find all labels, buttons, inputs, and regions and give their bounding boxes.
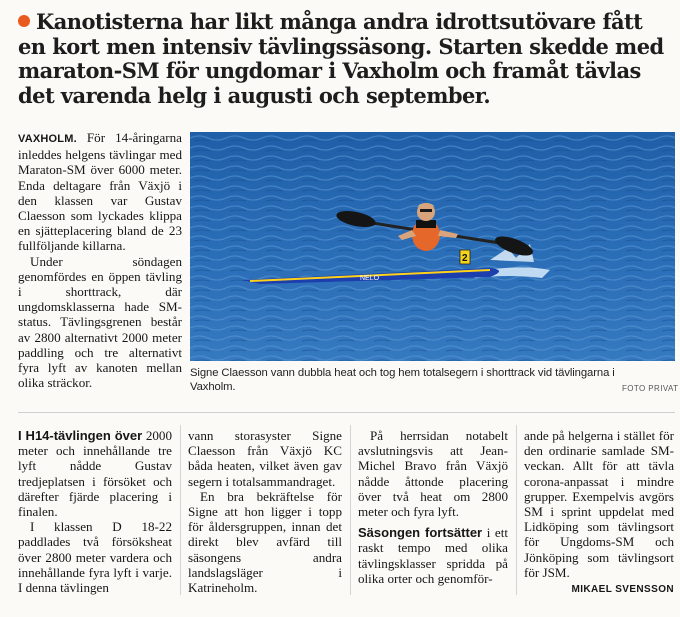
column-divider xyxy=(350,425,351,595)
column-divider xyxy=(180,425,181,595)
bottom-column-4 xyxy=(524,428,674,597)
dateline: VAXHOLM. xyxy=(18,133,77,145)
race-number: 2 xyxy=(462,253,468,264)
bottom-column-3 xyxy=(358,428,508,586)
d18-paragraph: I klassen D 18-22 paddlades två försöksheat över 2800 meter vardera och innehållande fyra lyft i varje. I denna tävlingen xyxy=(18,519,172,596)
headline-text: Kanotisterna har likt många andra idrottsutövare fått en kort men intensiv tävlingssäsong. Starten skedde med maraton-SM för ungdomar i Vaxholm och framåt tävlas det varenda helg i augusti och september. xyxy=(18,9,664,108)
season-paragraph xyxy=(358,525,508,586)
headline xyxy=(18,10,670,108)
bottom-column-1 xyxy=(18,428,172,595)
byline: MIKAEL SVENSSON xyxy=(571,584,674,596)
column-divider xyxy=(516,425,517,595)
intro-paragraph xyxy=(18,130,182,254)
kayak-brand: NELO xyxy=(360,275,380,282)
signe-confirmation-paragraph: En bra bekräftelse för Signe att hon ligger i topp för åldersgruppen, innan det direkt blev avfärd till säsongens andra landslagsläger i Katrineholm. xyxy=(188,488,342,596)
photo-caption: Signe Claesson vann dubbla heat och tog hem totalsegern i shorttrack vid tävlingarna i Vaxholm. xyxy=(190,367,615,393)
season-subhead: Säsongen fortsätter xyxy=(358,525,483,541)
season-text: i ett raskt tempo med olika tävlingsklasser spridda på olika orter och genomför- xyxy=(358,525,508,586)
season-continued-paragraph: ande på helgerna i stället för den ordinarie samlade SM-veckan. Allt för att tävla corona-anpassat i mindre grupper. Exempelvis avgörs SM i sprint uppdelat med Lidköping som tävlingsort för Ungdoms-SM och Jönköping som tävlingsort för JSM. xyxy=(524,428,674,580)
photo-credit: FOTO PRIVAT xyxy=(622,384,679,393)
orange-dot-icon xyxy=(18,15,30,27)
kayak-photo xyxy=(190,132,675,361)
h14-text: 2000 meter och innehållande tre lyft nådde Gustav tredjeplatsen i försöket och därefter fjärde placering i finalen. xyxy=(18,428,172,520)
section-divider xyxy=(18,412,675,413)
intro-text: För 14-åringarna inleddes helgens tävlingar med Maraton-SM över 6000 meter. Enda deltagare från Växjö i den klassen var Gustav Claesson som lyckades klippa en sjätteplacering bland de 23 fullföljande killarna. xyxy=(18,130,182,254)
h14-subhead: I H14-tävlingen över xyxy=(18,428,143,443)
signe-win-paragraph: vann storasyster Signe Claesson från Växjö KC båda heaten, vilket även gav segern i totalsammandraget. xyxy=(188,428,342,489)
h14-paragraph xyxy=(18,428,172,519)
column-intro xyxy=(18,130,182,390)
shorttrack-paragraph: Under söndagen genomfördes en öppen tävling i shorttrack, där ungdomsklasserna hade SM-status. Tävlingsgrenen består av 2800 alternativt 2000 meter paddling och tre alternativt fyra lyft av kanoten mellan olika sträckor. xyxy=(18,253,182,391)
kayak-photo-illustration xyxy=(190,132,675,361)
bottom-column-2 xyxy=(188,428,342,595)
herrsidan-paragraph: På herrsidan notabelt avslutningsvis att Jean-Michel Bravo från Växjö nådde åttonde placering över två heat om 2800 meter och fyra lyft. xyxy=(358,428,508,520)
